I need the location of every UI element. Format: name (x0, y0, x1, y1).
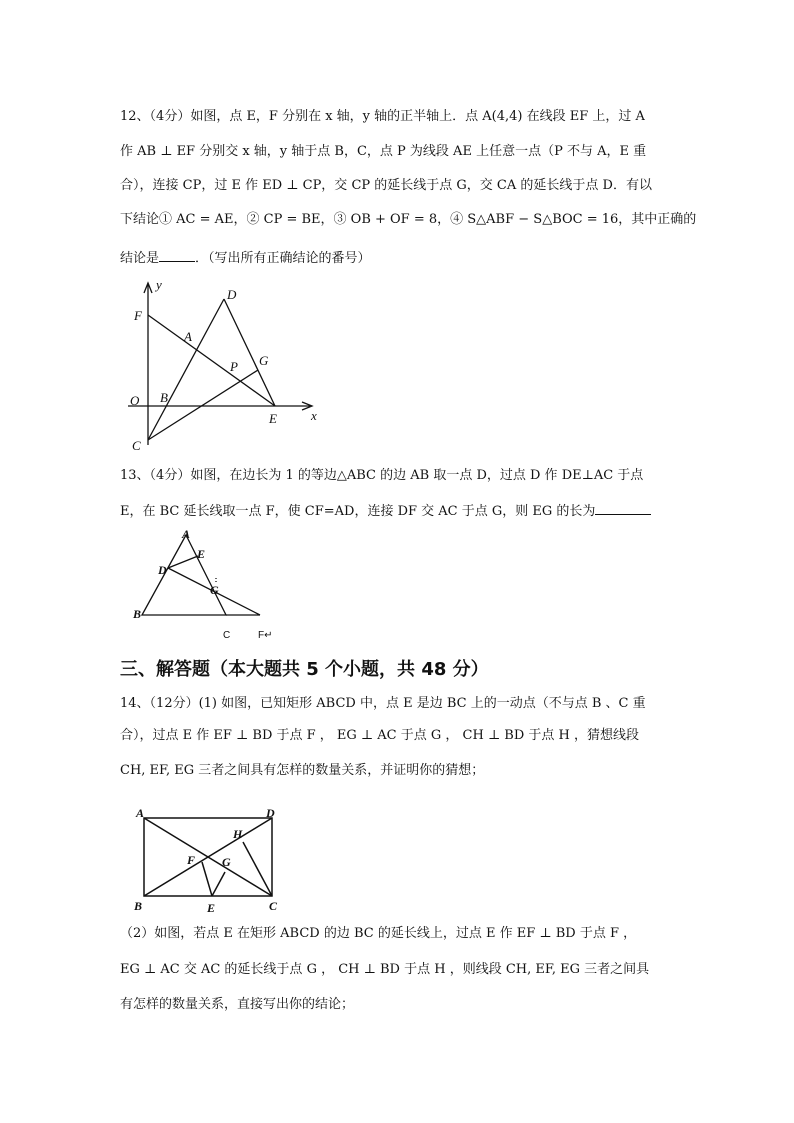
label-E: E (269, 411, 277, 426)
q14-line-3: CH, EF, EG 三者之间具有怎样的数量关系，并证明你的猜想； (120, 763, 485, 778)
q12-answer-blank (159, 247, 195, 262)
label-P: P (230, 359, 238, 374)
q13-triangle-figure (130, 528, 280, 643)
label-D: D (266, 806, 275, 820)
q14-part2-line-1: （2）如图，若点 E 在矩形 ABCD 的边 BC 的延长线上，过点 E 作 EF ⊥ BD 于点 F ， (120, 926, 637, 941)
label-B: B (134, 899, 143, 913)
q12-line-5 (120, 247, 371, 268)
label-F: F (187, 853, 196, 867)
label-E: E (207, 901, 216, 915)
q12-coordinate-figure (120, 275, 330, 455)
section-3-heading: 三、解答题（本大题共 5 个小题，共 48 分） (120, 659, 489, 680)
label-A: A (182, 528, 191, 541)
label-G: G (210, 583, 219, 597)
q12-line-4: 下结论① AC = AE，② CP = BE，③ OB + OF = 8，④ S△ABF − S△BOC = 16，其中正确的 (120, 212, 697, 227)
segment-EG (212, 872, 225, 896)
label-E: E (197, 547, 206, 561)
q13-line-2-text: E，在 BC 延长线取一点 F，使 CF=AD，连接 DF 交 AC 于点 G，则 EG 的长为 (120, 504, 596, 519)
q14-line-1: 14、（12分）(1) 如图，已知矩形 ABCD 中，点 E 是边 BC 上的一动点（不与点 B 、C 重 (120, 696, 646, 711)
label-x: x (311, 408, 317, 423)
segment-DE (168, 556, 198, 568)
segment-EF (202, 862, 212, 896)
q14-part2-line-2: EG ⊥ AC 交 AC 的延长线于点 G ， CH ⊥ BD 于点 H ，则线段 CH, EF, EG 三者之间具 (120, 962, 650, 977)
triangle-ABC (142, 535, 226, 615)
label-C: C (269, 899, 278, 913)
label-D: D (227, 287, 237, 302)
q12-line-2: 作 AB ⊥ EF 分别交 x 轴，y 轴于点 B，C，点 P 为线段 AE 上任意一点（P 不与 A，E 重 (120, 144, 647, 159)
segment-CD (148, 299, 224, 440)
q14-rectangle-figure (130, 802, 290, 917)
q14-part2-line-3: 有怎样的数量关系，直接写出你的结论； (120, 997, 355, 1012)
q13-line-1: 13、（4分）如图，在边长为 1 的等边△ABC 的边 AB 取一点 D，过点 D 作 DE⊥AC 于点 (120, 468, 644, 483)
label-A: A (136, 806, 145, 820)
q12-line-1: 12、（4分）如图，点 E，F 分别在 x 轴，y 轴的正半轴上．点 A(4,4) 在线段 EF 上，过 A (120, 109, 645, 124)
label-G: G (222, 855, 231, 869)
label-O: O (130, 393, 140, 408)
segment-CG (148, 370, 258, 440)
label-A: A (184, 329, 192, 344)
label-y: y (156, 277, 162, 292)
q13-answer-blank (595, 500, 651, 515)
label-H: H (233, 827, 243, 841)
q12-line-3: 合），连接 CP，过 E 作 ED ⊥ CP，交 CP 的延长线于点 G，交 CA 的延长线于点 D．有以 (120, 178, 652, 193)
label-F: F↵ (258, 630, 273, 641)
q13-line-2 (120, 500, 651, 521)
label-G: G (259, 353, 269, 368)
label-B: B (133, 607, 142, 621)
label-C: C (132, 438, 141, 453)
q12-answer-suffix: ．（写出所有正确结论的番号） (195, 251, 371, 266)
label-D: D (158, 563, 167, 577)
q12-answer-prefix: 结论是 (120, 251, 160, 266)
label-F: F (134, 308, 142, 323)
label-C: C (223, 630, 231, 641)
q14-line-2: 合），过点 E 作 EF ⊥ BD 于点 F ， EG ⊥ AC 于点 G ， CH ⊥ BD 于点 H ，猜想线段 (120, 728, 640, 743)
label-B: B (160, 390, 168, 405)
